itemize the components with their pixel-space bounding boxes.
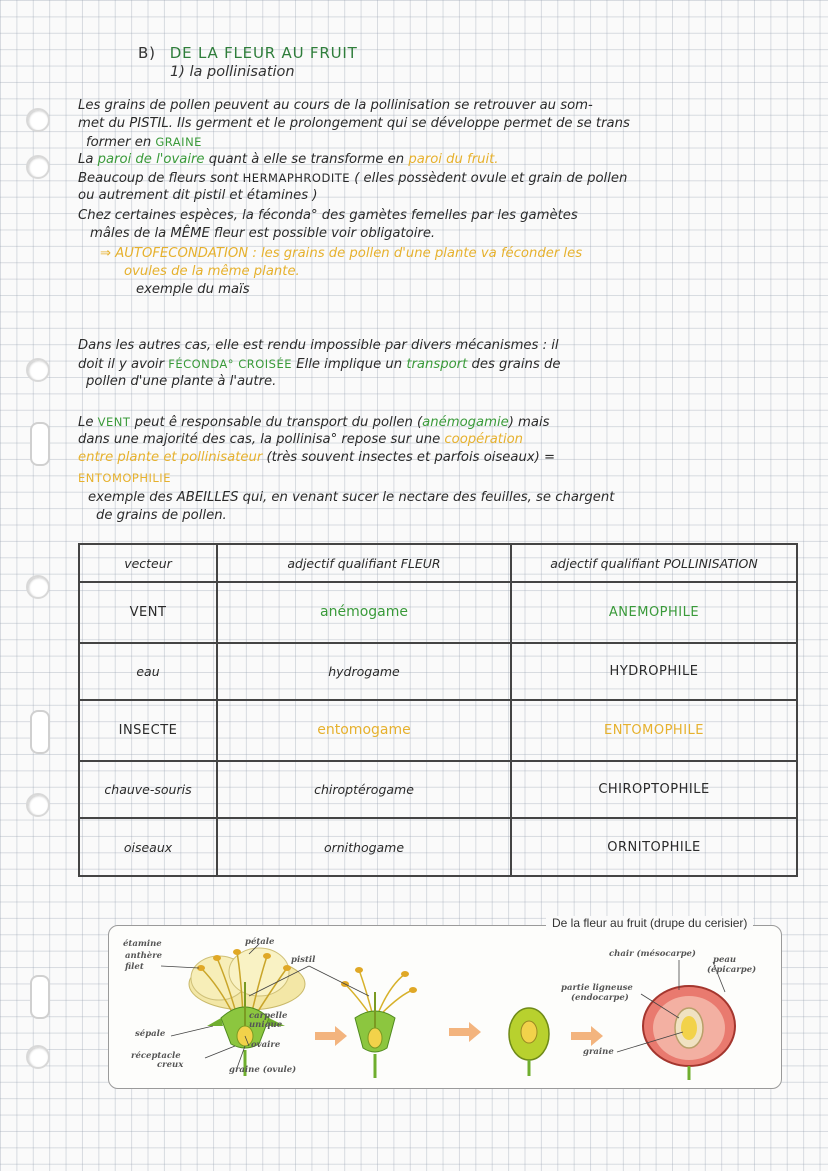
section-heading [138, 44, 358, 62]
table-row [79, 643, 797, 701]
text-line: Les grains de pollen peuvent au cours de la pollinisation se retrouver au som- [78, 98, 593, 113]
keyword-entomophilie: ENTOMOPHILIE [78, 471, 171, 485]
cell-vector: oiseaux [79, 818, 217, 876]
keyword-hermaphrodite: HERMAPHRODITE [242, 171, 351, 185]
binder-hole [26, 155, 50, 179]
header-flower: adjectif qualifiant FLEUR [217, 544, 511, 582]
keyword-graine: GRAINE [155, 135, 202, 149]
text-line: ovules de la même plante. [124, 264, 300, 279]
text-line: Dans les autres cas, elle est rendu impossible par divers mécanismes : il [78, 338, 559, 353]
label-creux: creux [157, 1060, 184, 1070]
keyword-anemogamie: anémogamie [422, 415, 509, 430]
keyword-pollinisateur: entre plante et pollinisateur [78, 450, 263, 465]
flower-to-fruit-figure [108, 925, 782, 1089]
cell-flower: ornithogame [217, 818, 511, 876]
cell-pollination: HYDROPHILE [511, 643, 797, 701]
text-line [86, 134, 202, 151]
cell-flower: entomogame [217, 700, 511, 761]
cell-pollination: CHIROPTOPHILE [511, 761, 797, 819]
section-title: DE LA FLEUR AU FRUIT [169, 44, 358, 62]
label-epicarpe: (épicarpe) [707, 965, 757, 975]
keyword-fecondation-croisee: FÉCONDA° CROISÉE [168, 357, 293, 371]
binder-hole [26, 108, 50, 132]
text-span: Beaucoup de fleurs sont [78, 171, 243, 186]
label-graine: graine [583, 1047, 614, 1057]
table-header-row [79, 544, 797, 582]
label-anthere: anthère [125, 951, 163, 961]
cell-vector: eau [79, 643, 217, 701]
binder-slot [30, 975, 50, 1019]
sepal-shape [207, 1018, 223, 1026]
header-vector: vecteur [79, 544, 217, 582]
header-pollination: adjectif qualifiant POLLINISATION [511, 544, 797, 582]
text-line [78, 414, 550, 431]
text-span: Elle implique un [292, 357, 407, 372]
label-ovaire: ovaire [251, 1040, 281, 1050]
table-row [79, 818, 797, 876]
text-span: peut ê responsable du transport du pollen ( [130, 415, 423, 430]
cell-vector: chauve-souris [79, 761, 217, 819]
label-filet: filet [125, 962, 144, 972]
arrow-icon [449, 1022, 481, 1042]
cherry-drupe-diagram [643, 986, 735, 1080]
label-receptacle: réceptacle [131, 1051, 181, 1061]
pollination-vector-table [78, 543, 798, 877]
autofecondation-line: ⇒ AUTOFECONDATION : les grains de pollen d'une plante va féconder les [100, 246, 583, 261]
binder-slot [30, 710, 50, 754]
text-span: former en [86, 135, 156, 150]
text-line [78, 432, 523, 448]
text-span: Le [78, 415, 98, 430]
cell-vector: INSECTE [79, 700, 217, 761]
label-pistil: pistil [291, 955, 316, 965]
figure-title: De la fleur au fruit (drupe du cerisier) [546, 916, 753, 930]
binder-hole [26, 793, 50, 817]
binder-slot [30, 422, 50, 466]
text-line [78, 450, 555, 466]
arrow-icon [571, 1026, 603, 1046]
keyword-vent: VENT [97, 415, 131, 429]
keyword-paroi-fruit: paroi du fruit. [408, 152, 499, 167]
section-number: B) [138, 44, 156, 62]
cell-flower: chiroptérogame [217, 761, 511, 819]
text-span: des grains de [467, 357, 561, 372]
keyword-cooperation: coopération [444, 432, 524, 447]
cell-pollination: ORNITOPHILE [511, 818, 797, 876]
binder-hole [26, 1045, 50, 1069]
text-span: (très souvent insectes et parfois oiseaux) = [262, 450, 556, 465]
binder-hole [26, 358, 50, 382]
cell-flower: hydrogame [217, 643, 511, 701]
label-unique: unique [249, 1020, 283, 1030]
text-line: pollen d'une plante à l'autre. [86, 374, 277, 389]
young-fruit-diagram [509, 1008, 549, 1076]
cell-flower: anémogame [217, 582, 511, 643]
text-span: quant à elle se transforme en [204, 152, 409, 167]
text-span: ( elles possèdent ovule et grain de pollen [350, 171, 628, 186]
text-line: mâles de la MÊME fleur est possible voir obligatoire. [90, 226, 436, 241]
text-span: doit il y avoir [78, 357, 169, 372]
table-row [79, 582, 797, 643]
label-endocarpe: (endocarpe) [571, 993, 629, 1003]
example-line: exemple du maïs [136, 282, 250, 297]
flower-diagram [189, 948, 305, 1076]
cell-pollination: ANEMOPHILE [511, 582, 797, 643]
label-partie-ligneuse: partie ligneuse [561, 983, 633, 993]
label-sepale: sépale [135, 1029, 166, 1039]
fertilized-flower-diagram [341, 967, 417, 1078]
label-graine-ovule: graine (ovule) [229, 1065, 297, 1075]
text-line: Chez certaines espèces, la féconda° des gamètes femelles par les gamètes [78, 208, 578, 223]
text-span: La [78, 152, 98, 167]
label-chair: chair (mésocarpe) [609, 949, 696, 959]
table-row [79, 761, 797, 819]
cell-pollination: ENTOMOPHILE [511, 700, 797, 761]
keyword-transport: transport [406, 357, 468, 372]
keyword-paroi-ovaire: paroi de l'ovaire [97, 152, 205, 167]
label-etamine: étamine [123, 939, 162, 949]
text-line: de grains de pollen. [96, 508, 227, 523]
text-line [78, 356, 560, 373]
text-line: exemple des ABEILLES qui, en venant sucer le nectare des feuilles, se chargent [88, 490, 615, 505]
arrow-icon [315, 1026, 347, 1046]
label-peau: peau [713, 955, 737, 965]
binder-hole [26, 575, 50, 599]
text-line: ou autrement dit pistil et étamines ) [78, 188, 318, 203]
text-line [78, 152, 499, 168]
label-carpelle: carpelle [249, 1011, 288, 1021]
table-row [79, 700, 797, 761]
text-line: met du PISTIL. Ils germent et le prolongement qui se développe permet de se trans [78, 116, 630, 131]
cell-vector: VENT [79, 582, 217, 643]
label-petale: pétale [245, 937, 275, 947]
text-line [78, 170, 627, 187]
text-span: ) mais [508, 415, 550, 430]
subsection-heading: 1) la pollinisation [170, 64, 295, 80]
text-span: dans une majorité des cas, la pollinisa° repose sur une [78, 432, 445, 447]
